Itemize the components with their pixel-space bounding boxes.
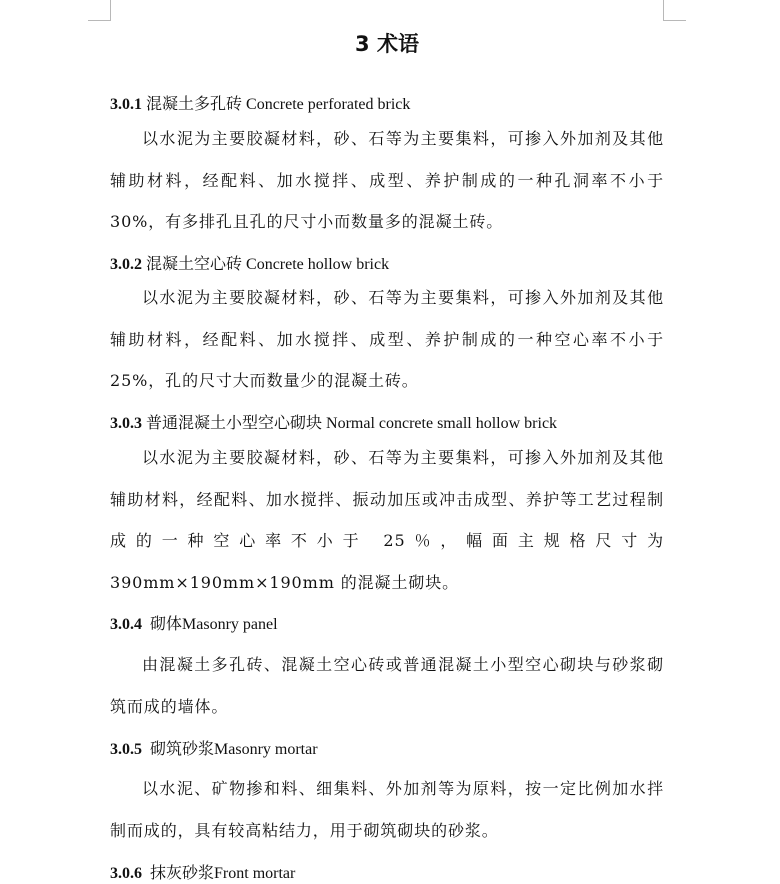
- term-definition-302: 以水泥为主要胶凝材料，砂、石等为主要集料，可掺入外加剂及其他辅助材料，经配料、加水搅拌、成型、养护制成的一种空心率不小于 25%，孔的尺寸大而数量少的混凝土砖。: [110, 288, 664, 390]
- term-number: 3.0.2: [110, 256, 142, 273]
- term-english: Masonry panel: [182, 616, 278, 633]
- term-number: 3.0.1: [110, 96, 142, 113]
- page-corner-mark-left: [88, 0, 111, 21]
- term-heading-302: [110, 254, 664, 275]
- term-name: 砌筑砂浆: [150, 739, 215, 758]
- term-english: Concrete perforated brick: [246, 96, 411, 113]
- term-definition-303: 以水泥为主要胶凝材料，砂、石等为主要集料，可掺入外加剂及其他辅助材料，经配料、加水搅拌、振动加压或冲击成型、养护等工艺过程制成的一种空心率不小于 25％，幅面主规格尺寸为 390mm×190mm×190mm 的混凝土砌块。: [110, 448, 664, 592]
- term-english: Concrete hollow brick: [246, 256, 390, 273]
- term-heading-305: [110, 739, 664, 760]
- term-definition-305: 以水泥、矿物掺和料、细集料、外加剂等为原料，按一定比例加水拌制而成的，具有较高粘结力，用于砌筑砌块的砂浆。: [110, 779, 664, 840]
- term-english: Masonry mortar: [214, 741, 318, 758]
- term-number: 3.0.3: [110, 415, 142, 432]
- term-heading-304: [110, 614, 664, 635]
- term-name: 混凝土多孔砖: [146, 94, 243, 113]
- page-title: 3 术语: [355, 32, 419, 56]
- term-definition-304: 由混凝土多孔砖、混凝土空心砖或普通混凝土小型空心砌块与砂浆砌筑而成的墙体。: [110, 655, 664, 716]
- term-heading-306: [110, 863, 664, 884]
- term-heading-301: [110, 94, 664, 115]
- term-number: 3.0.5: [110, 741, 142, 758]
- term-number: 3.0.6: [110, 865, 142, 882]
- term-name: 普通混凝土小型空心砌块: [146, 413, 323, 432]
- page-corner-mark-right: [663, 0, 686, 21]
- term-definition-301: 以水泥为主要胶凝材料，砂、石等为主要集料，可掺入外加剂及其他辅助材料，经配料、加水搅拌、成型、养护制成的一种孔洞率不小于30%，有多排孔且孔的尺寸小而数量多的混凝土砖。: [110, 129, 664, 231]
- term-english: Front mortar: [214, 865, 296, 882]
- term-number: 3.0.4: [110, 616, 142, 633]
- term-name: 混凝土空心砖: [146, 254, 243, 273]
- term-english: Normal concrete small hollow brick: [326, 415, 558, 432]
- term-heading-303: [110, 413, 664, 434]
- term-name: 抹灰砂浆: [150, 863, 215, 882]
- term-name: 砌体: [150, 614, 183, 633]
